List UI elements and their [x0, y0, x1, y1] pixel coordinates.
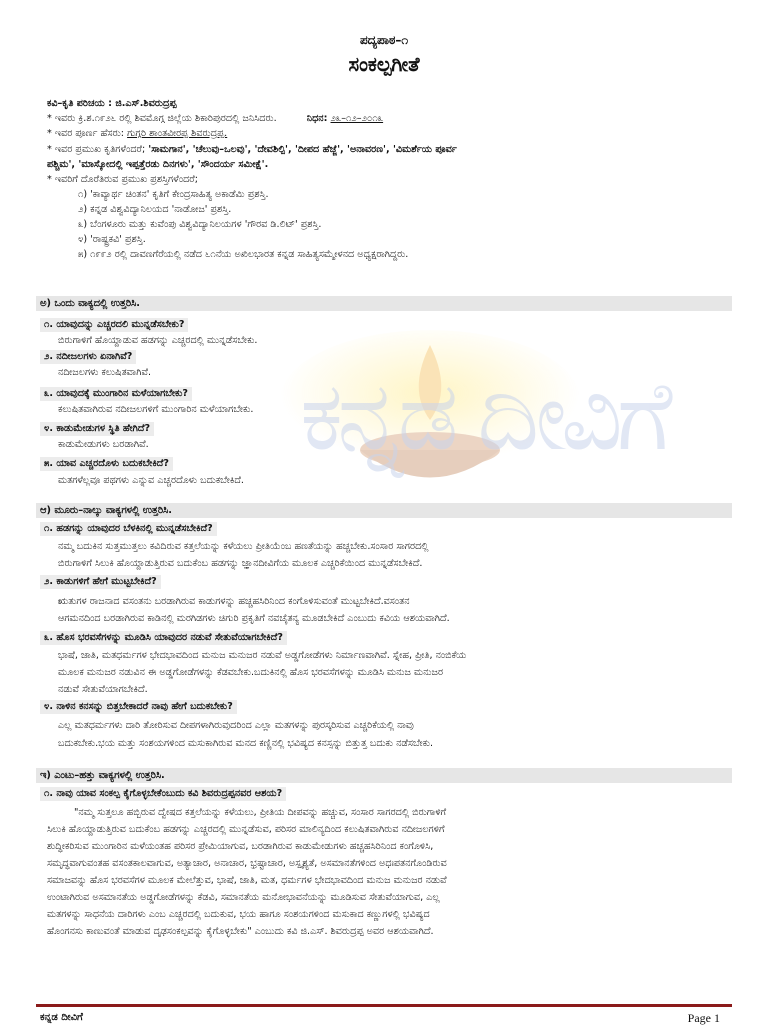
intro-fullname: [47, 126, 727, 141]
question: ೪. ಕಾಡುಮೇಡುಗಳ ಸ್ಥಿತಿ ಹೇಗಿದೆ?: [40, 422, 154, 436]
question: ೧. ನಾವು ಯಾವ ಸಂಕಲ್ಪ ಕೈಗೊಳ್ಳಬೇಕೆಂಬುದು ಕವಿ ಶಿವರುದ್ರಪ್ಪನವರ ಆಶಯ?: [40, 787, 286, 801]
answer-line: ಬಿರುಗಾಳಿಗೆ ಸಿಲುಕಿ ಹೊಯ್ದಾಡುತ್ತಿರುವ ಬದುಕೆಂಬ ಹಡಗನ್ನು ಜ್ಞಾನದೀವಿಗೆಯ ಮೂಲಕ ಎಚ್ಚರಿಕೆಯಿಂದ ಮುನ್ನಡೆಸಬೇಕಿದೆ.: [58, 558, 423, 569]
essay-line: ಸಿಲುಕಿ ಹೊಯ್ದಾಡುತ್ತಿರುವ ಬದುಕೆಂಬ ಹಡಗನ್ನು ಎಚ್ಚರದಲ್ಲಿ ಮುನ್ನಡೆಸುವ, ಪರಿಸರ ಮಾಲಿನ್ಯದಿಂದ ಕಲುಷಿತವಾಗಿರುವ ನದೀಜಲಗಳಿಗೆ: [47, 824, 445, 835]
question: ೪. ನಾಳಿನ ಕನಸನ್ನು ಬಿತ್ತಬೇಕಾದರೆ ನಾವು ಹೇಗೆ ಬದುಕಬೇಕು?: [40, 700, 237, 714]
footer-brand: ಕನ್ನಡ ದೀವಿಗೆ: [40, 1012, 83, 1023]
answer-line: ಬದುಕಬೇಕು.ಭಯ ಮತ್ತು ಸಂಶಯಗಳಿಂದ ಮಸುಕಾಗಿರುವ ಮನದ ಕಣ್ಣಿನಲ್ಲಿ ಭವಿಷ್ಯದ ಕನಸ್ಸನ್ನು ಬಿತ್ತುತ್ತ ಬದುಕು ನಡೆಸಬೇಕು.: [58, 738, 434, 749]
question: ೩. ಯಾವುದಕ್ಕೆ ಮುಂಗಾರಿನ ಮಳೆಯಾಗಬೇಕು?: [40, 387, 192, 401]
essay-line: "ನಮ್ಮ ಸುತ್ತಲೂ ಹಬ್ಬಿರುವ ದ್ವೇಷದ ಕತ್ತಲೆಯನ್ನು ಕಳೆಯಲು, ಪ್ರೀತಿಯ ದೀಪವನ್ನು ಹಚ್ಚುವ, ಸಂಸಾರ ಸಾಗರದಲ್ಲಿ ಬಿರುಗಾಳಿಗೆ: [74, 807, 447, 818]
answer-line: ನಮ್ಮ ಬದುಕಿನ ಸುತ್ತಮುತ್ತಲು ಕವಿದಿರುವ ಕತ್ತಲೆಯನ್ನು ಕಳೆಯಲು ಪ್ರೀತಿಯೆಂಬ ಹಣತೆಯನ್ನು ಹಚ್ಚಬೇಕು.ಸಂಸಾರ ಸಾಗರದಲ್ಲಿ: [58, 541, 429, 552]
answer: ಮತಗಳೆಲ್ಲವೂ ಪಥಗಳು ಎನ್ನುವ ಎಚ್ಚರದೊಳು ಬದುಕಬೇಕಿದೆ.: [58, 475, 244, 486]
page-title: ಸಂಕಲ್ಪಗೀತೆ: [348, 52, 420, 76]
section-a-heading: ಅ) ಒಂದು ವಾಕ್ಯದಲ್ಲಿ ಉತ್ತರಿಸಿ.: [36, 296, 732, 311]
born-text: * ಇವರು ಕ್ರಿ.ಶ.೧೯೨೬ ರಲ್ಲಿ ಶಿವಮೊಗ್ಗ ಜಿಲ್ಲೆಯ ಶಿಕಾರಿಪುರದಲ್ಲಿ ಜನಿಸಿದರು.: [47, 113, 277, 124]
answer: ಬಿರುಗಾಳಿಗೆ ಹೊಯ್ದಾಡುವ ಹಡಗನ್ನು ಎಚ್ಚರದಲ್ಲಿ ಮುನ್ನಡೆಸಬೇಕು.: [58, 335, 258, 346]
works-line1: 'ಸಾಮಗಾನ', 'ಚೆಲುವು–ಒಲವು', 'ದೇವಶಿಲ್ಪಿ', 'ದೀಪದ ಹೆಜ್ಜೆ', 'ಅನಾವರಣ', 'ವಿಮರ್ಶೆಯ ಪೂರ್ವ: [148, 144, 457, 155]
question: ೨. ನದೀಜಲಗಳು ಏನಾಗಿವೆ?: [40, 350, 136, 364]
awards-heading: * ಇವರಿಗೆ ದೊರೆತಿರುವ ಪ್ರಮುಖ ಪ್ರಶಸ್ತಿಗಳೆಂದರೆ;: [47, 174, 198, 185]
death-date: ೨೩–೧೨–೨೦೧೩: [330, 113, 384, 124]
section-aa-heading: ಆ) ಮೂರು–ನಾಲ್ಕು ವಾಕ್ಯಗಳಲ್ಲಿ ಉತ್ತರಿಸಿ.: [36, 503, 732, 518]
award-item: ೪) 'ರಾಷ್ಟ್ರಕವಿ' ಪ್ರಶಸ್ತಿ.: [78, 234, 146, 245]
intro-heading: ಕವಿ–ಕೃತಿ ಪರಿಚಯ : ಜಿ.ಎಸ್.ಶಿವರುದ್ರಪ್ಪ: [47, 98, 177, 109]
answer-line: ಋತುಗಳ ರಾಜನಾದ ವಸಂತನು ಬರಡಾಗಿರುವ ಕಾಡುಗಳನ್ನು ಹಚ್ಚಹಸಿರಿನಿಂದ ಕಂಗೊಳಿಸುವಂತೆ ಮುಟ್ಟಬೇಕಿದೆ.ವಸಂತನ: [58, 596, 410, 607]
answer: ನದೀಜಲಗಳು ಕಲುಷಿತವಾಗಿವೆ.: [58, 367, 152, 378]
essay-line: ಮತಗಳನ್ನು ಸಾಧನೆಯ ದಾರಿಗಳು ಎಂಬ ಎಚ್ಚರದಲ್ಲಿ ಬದುಕುವ, ಭಯ ಹಾಗೂ ಸಂಶಯಗಳಿಂದ ಮಸುಕಾದ ಕಣ್ಣುಗಳಲ್ಲಿ ಭವಿಷ್ಯದ: [47, 909, 430, 920]
question: ೧. ಹಡಗನ್ನು ಯಾವುದರ ಬೆಳಕಿನಲ್ಲಿ ಮುನ್ನಡೆಸಬೇಕಿದೆ?: [40, 522, 217, 536]
essay-line: ಸಮಾಜವನ್ನು ಹೊಸ ಭರವಸೆಗಳ ಮೂಲಕ ಮೇಲೆತ್ತುವ, ಭಾಷೆ, ಜಾತಿ, ಮತ, ಧರ್ಮಗಳ ಭೇದಭಾವದಿಂದ ಮನುಜ ಮನುಜರ ನಡುವೆ: [47, 875, 447, 886]
award-item: ೫) ೧೯೯೨ ರಲ್ಲಿ ದಾವಣಗೆರೆಯಲ್ಲಿ ನಡೆದ ೬೧ನೆಯ ಅಖಿಲಭಾರತ ಕನ್ನಡ ಸಾಹಿತ್ಯಸಮ್ಮೇಳನದ ಅಧ್ಯಕ್ಷರಾಗಿದ್ದರು.: [78, 249, 409, 260]
answer-line: ಭಾಷೆ, ಜಾತಿ, ಮತಧರ್ಮಗಳ ಭೇದಭಾವದಿಂದ ಮನುಜ ಮನುಜರ ನಡುವೆ ಅಡ್ಡಗೋಡೆಗಳು ನಿರ್ಮಾಣವಾಗಿವೆ. ಸ್ನೇಹ, ಪ್ರೀತಿ, ನಂಬಿಕೆಯ: [58, 650, 467, 661]
fullname-prefix: * ಇವರ ಪೂರ್ಣ ಹೆಸರು:: [47, 128, 125, 139]
answer: ಕಾಡುಮೇಡುಗಳು ಬರಡಾಗಿವೆ.: [58, 439, 149, 450]
lesson-label: ಪದ್ಯಪಾಠ–೧: [359, 33, 409, 47]
fullname-value: ಗುಗ್ಗರಿ ಶಾಂತವೀರಪ್ಪ ಶಿವರುದ್ರಪ್ಪ.: [127, 128, 228, 139]
intro-born: [47, 111, 727, 126]
award-item: ೨) ಕನ್ನಡ ವಿಶ್ವವಿದ್ಯಾನಿಲಯದ 'ನಾಡೋಜ' ಪ್ರಶಸ್ತಿ.: [78, 204, 232, 215]
essay-line: ಶುದ್ಧೀಕರಿಸುವ ಮುಂಗಾರಿನ ಮಳೆಯಂತಹ ಪರಿಸರ ಪ್ರೇಮಿಯಾಗುವ, ಬರಡಾಗಿರುವ ಕಾಡುಮೇಡುಗಳು ಹಚ್ಚಹಸಿರಿನಿಂದ ಕಂಗೊಳಿಸಿ,: [47, 841, 434, 852]
question: ೧. ಯಾವುದನ್ನು ಎಚ್ಚರದಲಿ ಮುನ್ನಡೆಸಬೇಕು?: [40, 318, 188, 332]
question: ೨. ಕಾಡುಗಳಿಗೆ ಹೇಗೆ ಮುಟ್ಟಬೇಕಿದೆ?: [40, 575, 161, 589]
award-item: ೧) 'ಕಾವ್ಯಾರ್ಥ ಚಿಂತನ' ಕೃತಿಗೆ ಕೇಂದ್ರಸಾಹಿತ್ಯ ಅಕಾಡೆಮಿ ಪ್ರಶಸ್ತಿ.: [78, 189, 269, 200]
answer: ಕಲುಷಿತವಾಗಿರುವ ನದೀಜಲಗಳಿಗೆ ಮುಂಗಾರಿನ ಮಳೆಯಾಗಬೇಕು.: [58, 404, 254, 415]
intro-works: [47, 142, 727, 157]
answer-line: ಆಗಮನದಿಂದ ಬರಡಾಗಿರುವ ಕಾಡಿನಲ್ಲಿ ಮರಗಿಡಗಳು ಚಿಗುರಿ ಪ್ರಕೃತಿಗೆ ನವಚೈತನ್ಯ ಮೂಡಬೇಕಿದೆ ಎಂಬುದು ಕವಿಯ ಆಶಯವಾಗಿದೆ.: [58, 613, 450, 624]
award-item: ೩) ಬೆಂಗಳೂರು ಮತ್ತು ಕುವೆಂಪು ವಿಶ್ವವಿದ್ಯಾನಿಲಯಗಳ 'ಗೌರವ ಡಿ.ಲಿಟ್' ಪ್ರಶಸ್ತಿ.: [78, 219, 322, 230]
question: ೩. ಹೊಸ ಭರವಸೆಗಳನ್ನು ಮೂಡಿಸಿ ಯಾವುದರ ನಡುವೆ ಸೇತುವೆಯಾಗಬೇಕಿದೆ?: [40, 631, 287, 645]
works-prefix: * ಇವರ ಪ್ರಮುಖ ಕೃತಿಗಳೆಂದರೆ;: [47, 144, 146, 155]
answer-line: ಮೂಲಕ ಮನುಜರ ನಡುವಿನ ಈ ಅಡ್ಡಗೋಡೆಗಳನ್ನು ಕೆಡವಬೇಕು.ಬದುಕಿನಲ್ಲಿ ಹೊಸ ಭರವಸೆಗಳನ್ನು ಮೂಡಿಸಿ ಮನುಜ ಮನುಜರ: [58, 667, 444, 678]
answer-line: ನಡುವೆ ಸೇತುವೆಯಾಗಬೇಕಿದೆ.: [58, 684, 148, 695]
works-line2: ಪಶ್ಚಿಮ', 'ಮಾಸ್ಕೋದಲ್ಲಿ ಇಪ್ಪತ್ತೆರಡು ದಿನಗಳು', 'ಸೌಂದರ್ಯ ಸಮೀಕ್ಷೆ'.: [47, 159, 269, 170]
death-label: ನಿಧನ:: [306, 113, 328, 124]
page-number: Page 1: [687, 1011, 720, 1025]
essay-line: ಉಂಟಾಗಿರುವ ಅಸಮಾನತೆಯ ಅಡ್ಡಗೋಡೆಗಳನ್ನು ಕೆಡವಿ, ಸಮಾನತೆಯ ಮನೋಭಾವನೆಯನ್ನು ಮೂಡಿಸುವ ಸೇತುವೆಯಾಗುವ, ಎಲ್ಲ: [47, 892, 440, 903]
watermark-text: ಕನ್ನಡ ದೀವಿಗೆ: [300, 360, 667, 472]
question: ೫. ಯಾವ ಎಚ್ಚರದೊಳು ಬದುಕಬೇಕಿದೆ?: [40, 457, 173, 471]
section-i-heading: ಇ) ಎಂಟು–ಹತ್ತು ವಾಕ್ಯಗಳಲ್ಲಿ ಉತ್ತರಿಸಿ.: [36, 768, 732, 783]
answer-line: ಎಲ್ಲ ಮತಧರ್ಮಗಳು ದಾರಿ ತೋರಿಸುವ ದೀಪಗಳಾಗಿರುವುದರಿಂದ ಎಲ್ಲಾ ಮತಗಳನ್ನು ಪುರಸ್ಕರಿಸುವ ಎಚ್ಚರಿಕೆಯಲ್ಲಿ ನಾವು: [58, 720, 414, 731]
essay-line: ಸಮೃದ್ಧವಾಗುವಂತಹ ವಸಂತಕಾಲವಾಗುವ, ಅತ್ಯಾಚಾರ, ಅನಾಚಾರ, ಭ್ರಷ್ಟಾಚಾರ, ಅಸ್ಪೃಶ್ಯತೆ, ಅಸಮಾನತೆಗಳಿಂದ ಅಧಃಪತನಗೊಂಡಿರುವ: [47, 858, 447, 869]
footer-divider: [36, 1004, 732, 1007]
essay-line: ಹೊಂಗನಸು ಕಾಣುವಂತೆ ಮಾಡುವ ದೃಢಸಂಕಲ್ಪವನ್ನು ಕೈಗೊಳ್ಳಬೇಕು" ಎಂಬುದು ಕವಿ ಜಿ.ಎಸ್. ಶಿವರುದ್ರಪ್ಪ ಅವರ ಆಶಯವಾಗಿದೆ.: [47, 926, 434, 937]
